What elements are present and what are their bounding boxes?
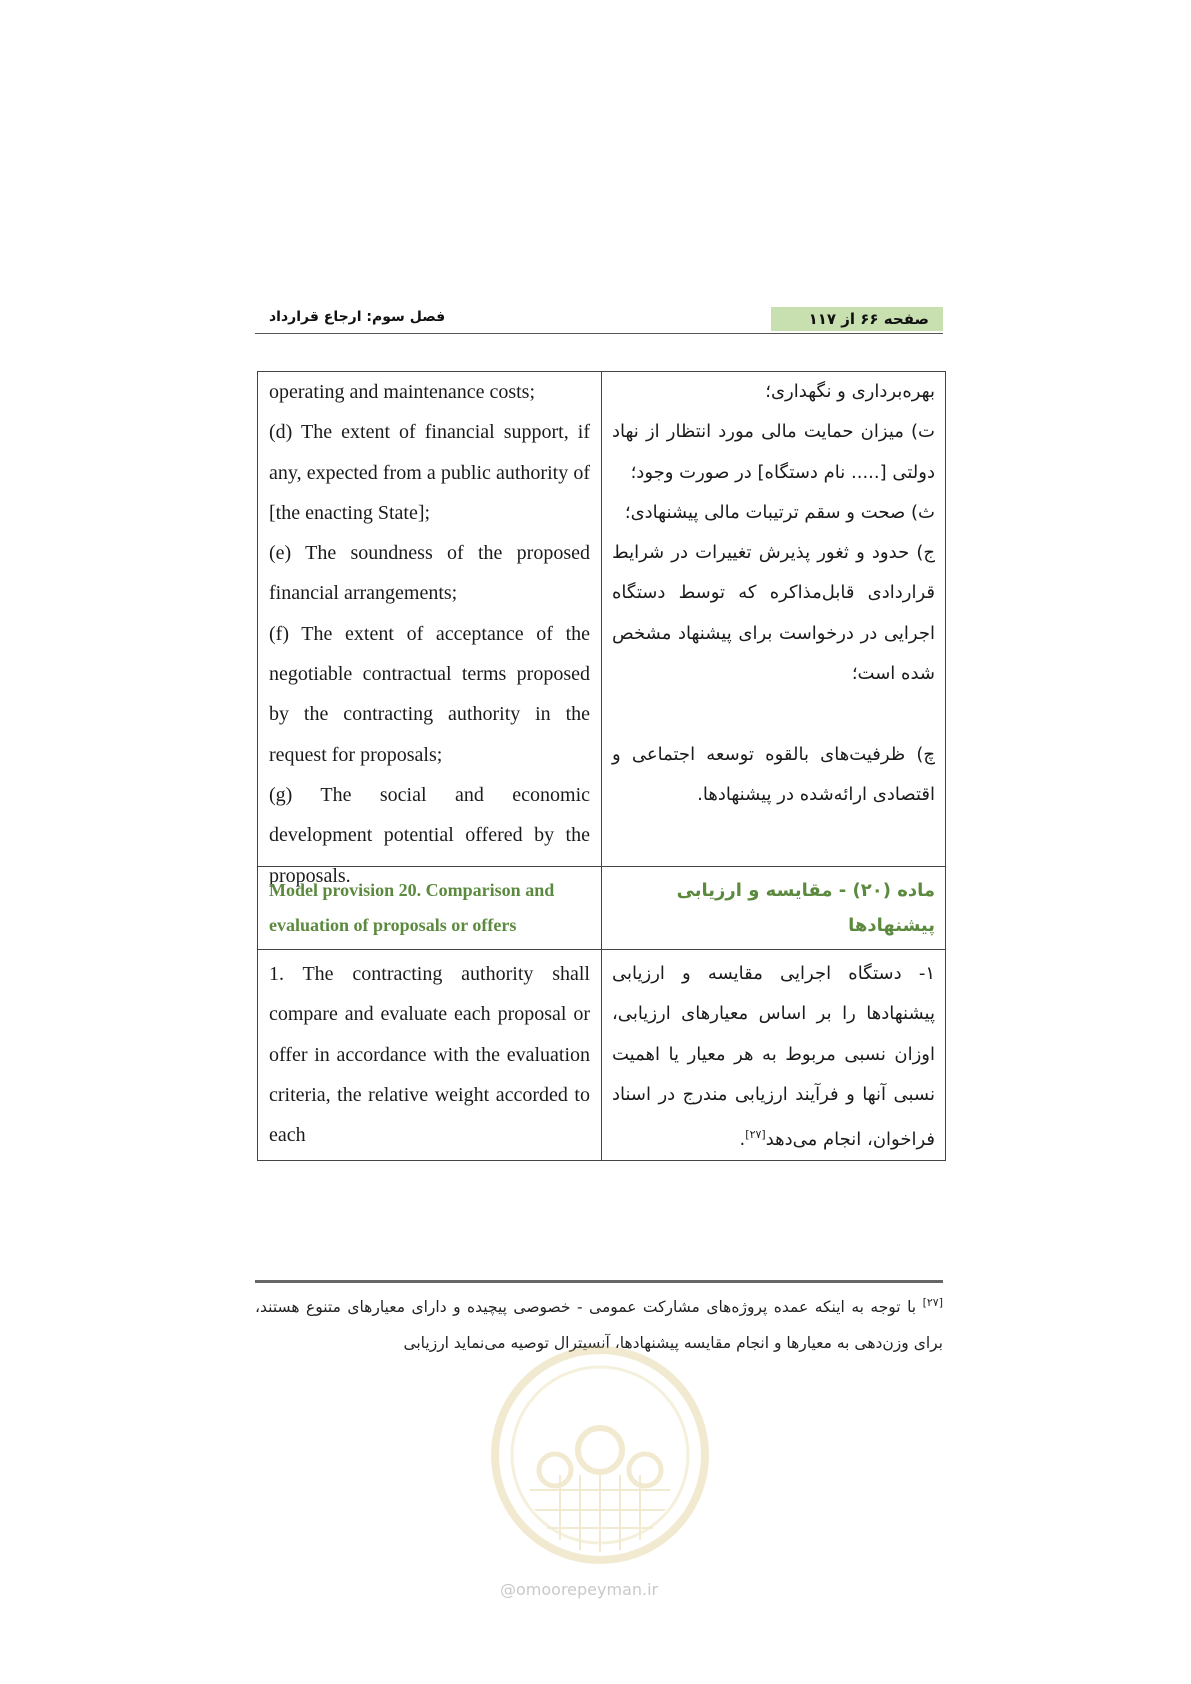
persian-paragraph: ۱- دستگاه اجرایی مقایسه و ارزیابی پیشنهادها را بر اساس معیارهای ارزیابی، اوزان نسبی مربوط به هر معیار یا اهمیت نسبی آنها و فرآیند ارزیابی مندرج در اسناد فراخوان، انجام می‌دهد (612, 963, 935, 1151)
period: . (739, 1129, 746, 1151)
page-header (255, 305, 943, 334)
provision-heading-en: Model provision 20. Comparison and evaluation of proposals or offers (269, 880, 555, 935)
persian-cell (602, 950, 946, 1161)
footnote-text: با توجه به اینکه عمده پروژه‌های مشارکت عمومی - خصوصی پیچیده و دارای معیارهای متنوع هستند، برای وزن‌دهی به معیارها و انجام مقایسه پیشنهادها، آنسیترال توصیه می‌نماید ارزیابی (255, 1298, 943, 1353)
table-row (258, 867, 946, 950)
english-text: 1. The contracting authority shall compare and evaluate each proposal or offer in accordance with the evaluation criteria, the relative weight accorded to each (269, 963, 590, 1147)
english-cell (258, 372, 602, 887)
english-text: operating and maintenance costs; (d) The extent of financial support, if any, expected from a public authority of [the enacting State]; (e) The soundness of the proposed financial arrangements; (f) The extent of acceptance of the negotiable contractual terms proposed by the contracting authority in the request for proposals; (g) The social and economic development potential offered by the proposals. (269, 381, 590, 887)
table-row (258, 950, 946, 1161)
footnote-reference[interactable]: [۲۷] (745, 1128, 766, 1142)
provision-heading-fa: ماده (۲۰) - مقایسه و ارزیابی پیشنهادها (676, 880, 935, 936)
persian-text (602, 950, 945, 1160)
footnote-divider (255, 1280, 943, 1283)
persian-cell (602, 867, 946, 950)
page-number-label: صفحه ۶۶ از ۱۱۷ (771, 307, 943, 331)
english-cell (258, 950, 602, 1161)
persian-text: بهره‌برداری و نگهداری؛ ت) میزان حمایت مالی مورد انتظار از نهاد دولتی [..... نام دستگاه] در صورت وجود؛ ث) صحت و سقم ترتیبات مالی پیشنهادی؛ ج) حدود و ثغور پذیرش تغییرات در شرایط قراردادی قابل‌مذاکره که توسط دستگاه اجرایی در درخواست برای پیشنهاد مشخص شده است؛ چ) ظرفیت‌های بالقوه توسعه اجتماعی و اقتصادی ارائه‌شده در پیشنهادها. (612, 381, 935, 805)
chapter-title: فصل سوم: ارجاع قرارداد (269, 309, 446, 325)
persian-cell (602, 372, 946, 867)
watermark-logo (485, 1340, 715, 1570)
english-cell (258, 867, 602, 950)
footnote-marker: [۲۷] (922, 1296, 943, 1309)
bilingual-table (257, 371, 946, 1161)
watermark-url: @omoorepeyman.ir (500, 1580, 659, 1599)
table-row (258, 372, 946, 867)
